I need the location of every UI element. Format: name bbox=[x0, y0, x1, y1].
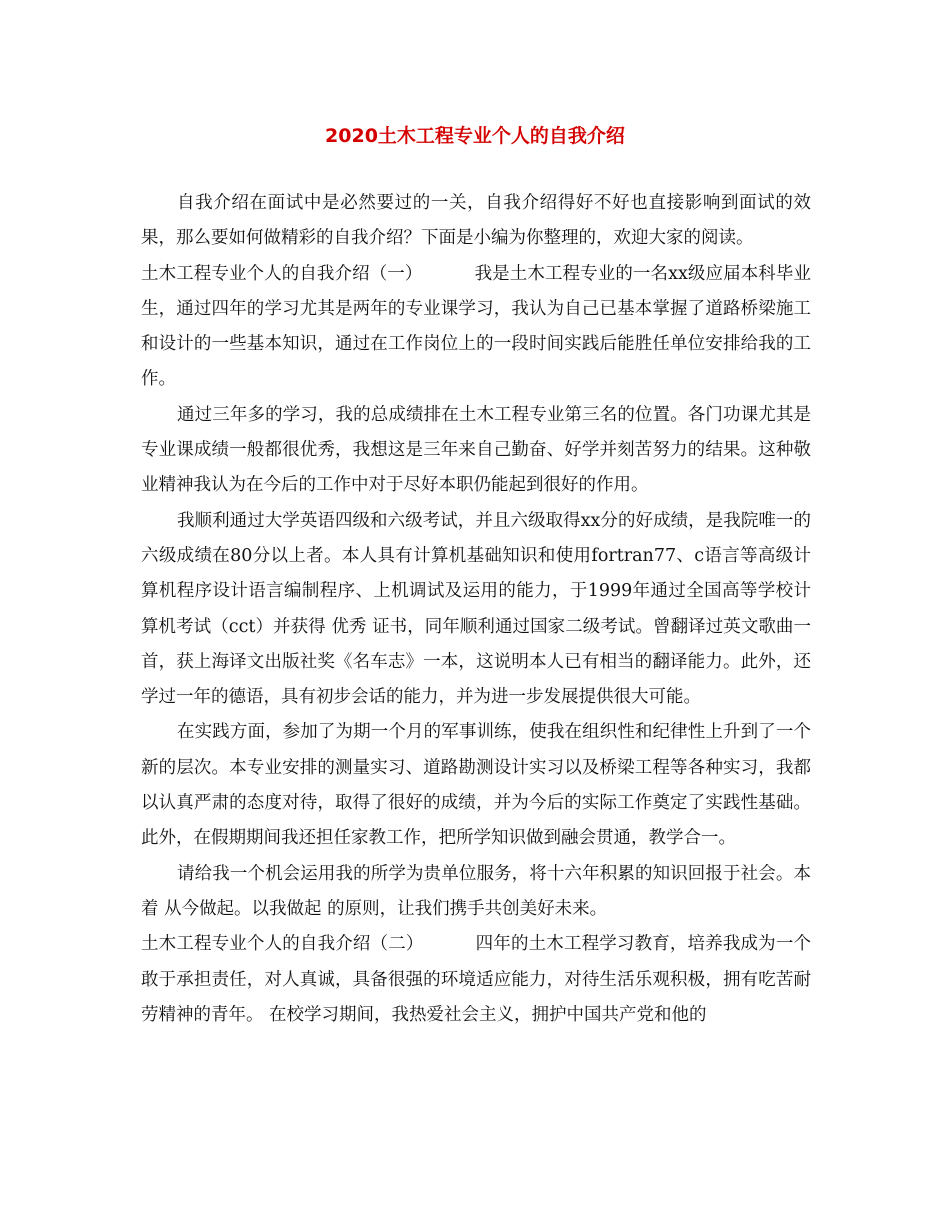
skills-paragraph: 我顺利通过大学英语四级和六级考试，并且六级取得xx分的好成绩，是我院唯一的六级成绩在80分以上者。本人具有计算机基础知识和使用fortran77、c语言等高级计算机程序设计语言编制程序、上机调试及运用的能力，于1999年通过全国高等学校计算机考试（cct）并获得 优秀 证书，同年顺利通过国家二级考试。曾翻译过英文歌曲一首，获上海译文出版社奖《名车志》一本，这说明本人已有相当的翻译能力。此外，还学过一年的德语，具有初步会话的能力，并为进一步发展提供很大可能。 bbox=[141, 510, 811, 708]
section-two-heading: 土木工程专业个人的自我介绍（二） bbox=[141, 934, 424, 955]
document-title: 2020土木工程专业个人的自我介绍 bbox=[325, 125, 625, 147]
document-body bbox=[141, 186, 811, 1033]
closing-paragraph: 请给我一个机会运用我的所学为贵单位服务，将十六年积累的知识回报于社会。本着 从今做起。以我做起 的原则，让我们携手共创美好未来。 bbox=[141, 863, 811, 919]
section-one-heading: 土木工程专业个人的自我介绍（一） bbox=[141, 263, 423, 284]
practice-paragraph: 在实践方面，参加了为期一个月的军事训练，使我在组织性和纪律性上升到了一个新的层次。本专业安排的测量实习、道路勘测设计实习以及桥梁工程等各种实习，我都以认真严肃的态度对待，取得了很好的成绩，并为今后的实际工作奠定了实践性基础。此外，在假期期间我还担任家教工作，把所学知识做到融会贯通，教学合一。 bbox=[141, 722, 811, 849]
intro-paragraph: 自我介绍在面试中是必然要过的一关，自我介绍得好不好也直接影响到面试的效果，那么要如何做精彩的自我介绍？下面是小编为你整理的，欢迎大家的阅读。 bbox=[141, 193, 811, 249]
section-two-paragraph bbox=[141, 927, 811, 1033]
section-one-paragraph bbox=[141, 257, 811, 398]
section-two-text: 四年的土木工程学习教育，培养我成为一个敢于承担责任，对人真诚，具备很强的环境适应能力，对待生活乐观积极，拥有吃苦耐劳精神的青年。 在校学习期间，我热爱社会主义，拥护中国共产党和他的 bbox=[141, 934, 811, 1025]
grades-paragraph: 通过三年多的学习，我的总成绩排在土木工程专业第三名的位置。各门功课尤其是专业课成绩一般都很优秀，我想这是三年来自己勤奋、好学并刻苦努力的结果。这种敬业精神我认为在今后的工作中对于尽好本职仍能起到很好的作用。 bbox=[141, 404, 811, 496]
section-one-text: 我是土木工程专业的一名xx级应届本科毕业生，通过四年的学习尤其是两年的专业课学习，我认为自己已基本掌握了道路桥梁施工和设计的一些基本知识，通过在工作岗位上的一段时间实践后能胜任单位安排给我的工作。 bbox=[141, 263, 811, 390]
